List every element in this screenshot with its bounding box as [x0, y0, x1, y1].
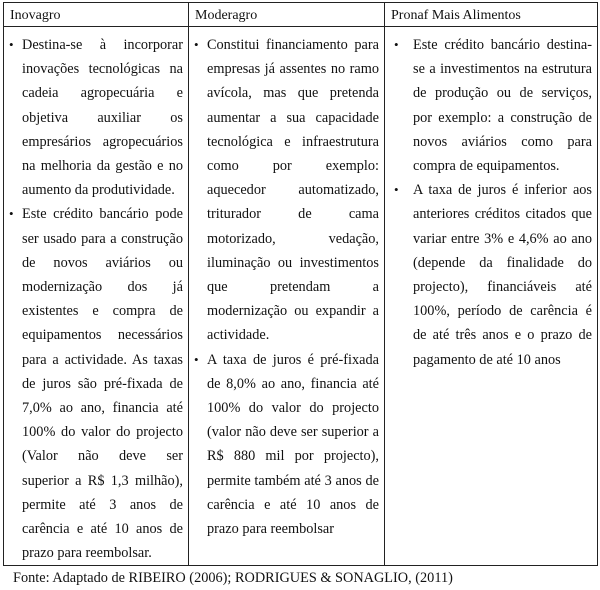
list-item: [389, 178, 592, 372]
bullet-icon: •: [9, 206, 14, 222]
cell-inovagro: [4, 27, 189, 566]
bullet-text: Constitui financiamento para empresas já assentes no ramo avícola, mas que pretenda aumentar a sua capacidade tecnológica e infraestrutura como por exemplo: aquecedor automatizado, triturador de cama motorizado, vedação, iluminação ou investimentos que pretendam a modernização ou expandir a actividade.: [207, 37, 379, 344]
cell-pronaf-mais-alimentos: [385, 27, 598, 566]
bullet-icon: •: [9, 37, 14, 52]
bullet-icon: •: [394, 182, 399, 198]
bullet-icon: •: [194, 351, 199, 367]
bullet-list-pronaf: [389, 33, 592, 372]
header-inovagro: Inovagro: [4, 3, 189, 27]
list-item: [8, 202, 183, 565]
header-moderagro: Moderagro: [189, 3, 385, 27]
bullet-text: Este crédito bancário destina-se a investimentos na estrutura de produção ou de serviços, por exemplo: a construção de novos aviários como para compra de equipamentos.: [413, 37, 592, 175]
table-body-row: [4, 27, 598, 566]
table-header-row: [4, 3, 598, 27]
list-item: [193, 33, 379, 348]
list-item: [389, 33, 592, 178]
bullet-list-moderagro: [193, 33, 379, 541]
credit-lines-table: [3, 2, 598, 566]
bullet-text: A taxa de juros é inferior aos anteriores créditos citados que variar entre 3% e 4,6% ao ano (depende da finalidade do projecto), financiáveis até 100%, período de carência é de até três anos e o prazo de pagamento de até 10 anos: [413, 182, 592, 368]
bullet-icon: •: [394, 37, 399, 52]
bullet-text: Destina-se à incorporar inovações tecnológicas na cadeia agropecuária e objetiva auxiliar os empresários agropecuários na melhoria da gestão e no aumento da produtividade.: [22, 37, 183, 199]
list-item: [193, 348, 379, 542]
bullet-text: A taxa de juros é pré-fixada de 8,0% ao ano, financia até 100% do valor do projecto (valor não deve ser superior a R$ 880 mil por projecto), permite também até 3 anos de carência e até 10 anos de prazo para reembolsar: [207, 351, 379, 538]
source-note: Fonte: Adaptado de RIBEIRO (2006); RODRIGUES & SONAGLIO, (2011): [13, 570, 453, 586]
list-item: [8, 33, 183, 202]
bullet-list-inovagro: [8, 33, 183, 565]
bullet-text: Este crédito bancário pode ser usado para a construção de novos aviários ou modernização dos já existentes e compra de equipamentos necessários para a actividade. As taxas de juros são pré-fixada de 7,0% ao ano, financia até 100% do valor do projecto (Valor não deve ser superior a R$ 1,3 milhão), permite até 3 anos de carência e até 10 anos de prazo para reembolsar.: [22, 206, 183, 562]
bullet-icon: •: [194, 37, 199, 52]
header-pronaf-mais-alimentos: Pronaf Mais Alimentos: [385, 3, 598, 27]
cell-moderagro: [189, 27, 385, 566]
